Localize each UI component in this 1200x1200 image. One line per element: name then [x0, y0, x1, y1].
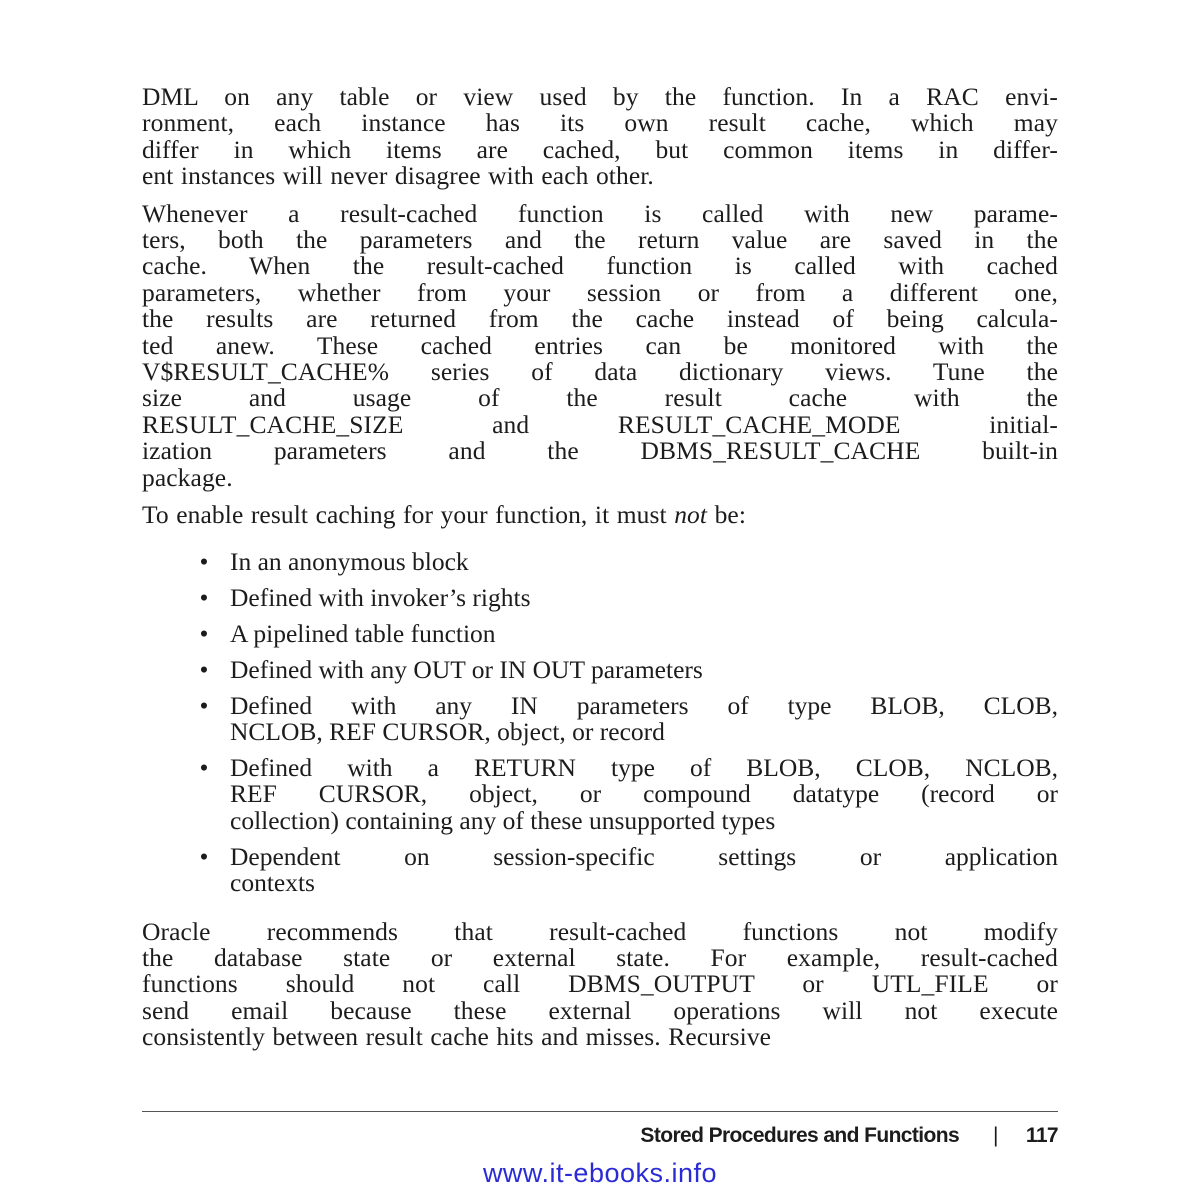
watermark-link[interactable]: www.it-ebooks.info	[482, 1158, 718, 1188]
page-body	[142, 84, 1058, 1062]
list-item	[142, 546, 1058, 576]
text-line: DML on any table or view used by the function. In a RAC envi-	[142, 82, 1058, 111]
text-line: send email because these external operations will not execute	[142, 995, 1058, 1025]
text-line: size and usage of the result cache with the	[142, 383, 1058, 413]
bullet-icon: •	[199, 841, 209, 871]
text-line: ent instances will never disagree with each other.	[142, 161, 654, 191]
page-number: 117	[1025, 1124, 1058, 1147]
restriction-list	[142, 546, 1058, 898]
page-footer	[142, 1124, 1058, 1154]
text-line: ronment, each instance has its own result cache, which may	[142, 108, 1058, 138]
bullet-icon: •	[199, 690, 209, 720]
text-line: consistently between result cache hits and misses. Recursive	[142, 1022, 772, 1052]
text-line: functions should not call DBMS_OUTPUT or UTL_FILE or	[142, 969, 1058, 999]
text-line: differ in which items are cached, but common items in differ-	[142, 134, 1058, 164]
list-item	[142, 618, 1058, 648]
enable-text-before: To enable result caching for your function, it must	[142, 500, 675, 530]
paragraph-cache-parameters	[142, 198, 1058, 492]
footer-divider	[142, 1111, 1058, 1112]
list-item-line: Defined with any OUT or IN OUT parameters	[230, 654, 703, 684]
text-line: Whenever a result-cached function is called with new parame-	[142, 198, 1058, 228]
text-line: cache. When the result-cached function is called with cached	[142, 251, 1058, 281]
bullet-icon: •	[199, 546, 209, 576]
text-line: ization parameters and the DBMS_RESULT_CACHE built-in	[142, 436, 1058, 466]
bullet-icon: •	[199, 654, 209, 684]
bullet-icon: •	[199, 752, 209, 782]
text-line: V$RESULT_CACHE% series of data dictionary views. Tune the	[142, 357, 1058, 387]
bullet-icon: •	[199, 618, 209, 648]
footer-separator: |	[993, 1124, 998, 1147]
text-line: the results are returned from the cache instead of being calcula-	[142, 304, 1058, 334]
text-line: Oracle recommends that result-cached functions not modify	[142, 916, 1058, 946]
text-line: ters, both the parameters and the return value are saved in the	[142, 225, 1058, 255]
footer-section-title: Stored Procedures and Functions	[640, 1124, 960, 1147]
bullet-icon: •	[199, 582, 209, 612]
enable-text-emphasis: not	[674, 500, 708, 530]
paragraph-rac-result-cache	[142, 84, 1058, 190]
text-line: RESULT_CACHE_SIZE and RESULT_CACHE_MODE initial-	[142, 409, 1058, 439]
list-item-line: NCLOB, REF CURSOR, object, or record	[230, 716, 665, 746]
text-line: parameters, whether from your session or from a different one,	[142, 277, 1058, 307]
list-item	[142, 582, 1058, 612]
list-item	[142, 752, 1058, 835]
text-line: ted anew. These cached entries can be monitored with the	[142, 330, 1058, 360]
enable-text-after: be:	[707, 500, 747, 530]
list-item-line: Defined with a RETURN type of BLOB, CLOB, NCLOB,	[230, 752, 1058, 782]
list-item-line: Defined with any IN parameters of type BLOB, CLOB,	[230, 690, 1058, 720]
list-item-line: Dependent on session-specific settings or application	[230, 841, 1058, 871]
paragraph-recommendation	[142, 916, 1058, 1052]
list-item-line: REF CURSOR, object, or compound datatype (record or	[230, 779, 1058, 809]
list-item-line: A pipelined table function	[230, 618, 496, 648]
list-item-line: collection) containing any of these unsupported types	[230, 805, 776, 835]
paragraph-enable-conditions	[142, 502, 1058, 528]
list-item	[142, 654, 1058, 684]
text-line: package.	[142, 462, 233, 492]
list-item	[142, 690, 1058, 746]
list-item-line: Defined with invoker’s rights	[230, 582, 531, 612]
text-line: the database state or external state. For example, result-cached	[142, 942, 1058, 972]
list-item	[142, 841, 1058, 898]
list-item-line: In an anonymous block	[230, 546, 469, 576]
list-item-line: contexts	[230, 868, 315, 898]
